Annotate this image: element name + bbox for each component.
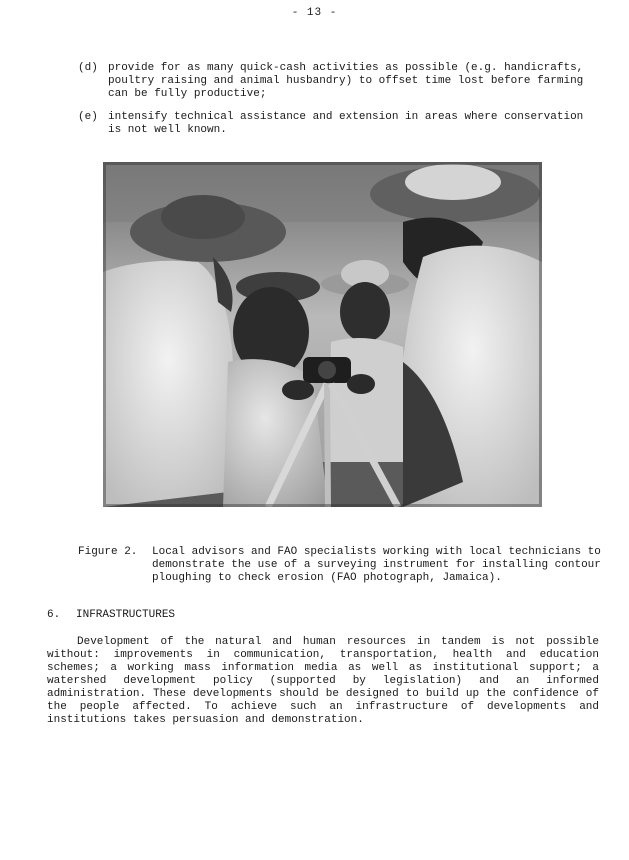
list-marker: (d) [78, 62, 98, 74]
figure-caption-text: Local advisors and FAO specialists working with local technicians to demonstrate the use of a surveying instrument for installing contour ploughing to check erosion (FAO photograph, Jamaica). [152, 546, 601, 584]
figure-photograph [103, 162, 542, 507]
section-title: INFRASTRUCTURES [76, 609, 176, 621]
list-item-text: intensify technical assistance and extension in areas where conservation is not well known. [108, 111, 584, 136]
figure-label: Figure 2. [78, 546, 138, 558]
page-number: - 13 - [291, 7, 338, 19]
section-number: 6. [47, 609, 61, 621]
list-item-text: provide for as many quick-cash activities as possible (e.g. handicrafts, poultry raising and animal husbandry) to offset time lost before farming can be fully productive; [108, 62, 584, 100]
list-marker: (e) [78, 111, 98, 123]
section-paragraph: Development of the natural and human resources in tandem is not possible without: improvements in communication, transportation, health and education schemes; a working mass information media as well as institutional support; a watershed development policy (supported by legislation) and an informed administration. These developments should be designed to build up the confidence of the people affected. To achieve such an infrastructure of developments and institutions takes persuasion and demonstration. [47, 636, 599, 726]
